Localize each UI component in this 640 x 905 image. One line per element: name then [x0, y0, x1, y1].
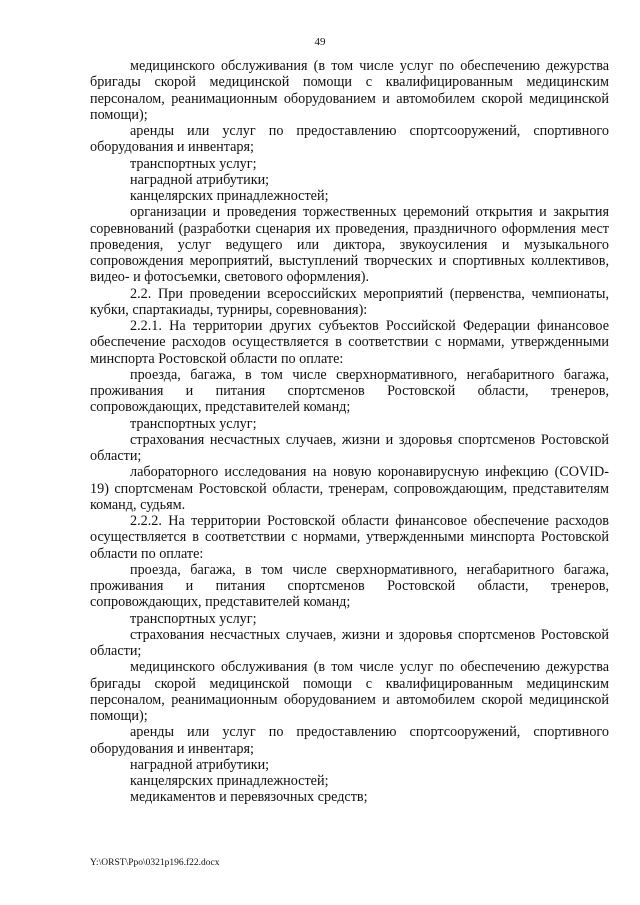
paragraph: 2.2.1. На территории других субъектов Российской Федерации финансовое обеспечение расходов осуществляется в соответствии с нормами, утвержденными минспорта Ростовской области по оплате:	[90, 318, 609, 367]
paragraph: транспортных услуг;	[130, 415, 257, 432]
paragraph: страхования несчастных случаев, жизни и здоровья спортсменов Ростовской области;	[90, 431, 609, 464]
paragraph: проезда, багажа, в том числе сверхнормативного, негабаритного багажа, проживания и питания спортсменов Ростовской области, тренеров, сопровождающих, представителей команд;	[90, 366, 609, 416]
paragraph: медицинского обслуживания (в том числе услуг по обеспечению дежурства бригады скорой медицинской помощи с квалифицированным медицинским персоналом, реанимационным оборудованием и автомобилем скорой медицинской помощи);	[90, 58, 609, 123]
paragraph: 2.2. При проведении всероссийских мероприятий (первенства, чемпионаты, кубки, спартакиады, турниры, соревнования):	[90, 285, 609, 318]
paragraph: транспортных услуг;	[130, 155, 257, 172]
paragraph: лабораторного исследования на новую коронавирусную инфекцию (COVID-19) спортсменам Ростовской области, тренерам, сопровождающим, представителям команд, судьям.	[90, 464, 609, 513]
paragraph: медицинского обслуживания (в том числе услуг по обеспечению дежурства бригады скорой медицинской помощи с квалифицированным медицинским персоналом, реанимационным оборудованием и автомобилем скорой медицинской помощи);	[90, 659, 609, 724]
paragraph: проезда, багажа, в том числе сверхнормативного, негабаритного багажа, проживания и питания спортсменов Ростовской области, тренеров, сопровождающих, представителей команд;	[90, 561, 609, 611]
page-number: 49	[314, 36, 326, 48]
paragraph: наградной атрибутики;	[130, 171, 270, 188]
paragraph: канцелярских принадлежностей;	[130, 188, 329, 204]
footer-file-path: Y:\ORST\Ppo\0321p196.f22.docx	[90, 858, 220, 868]
paragraph: аренды или услуг по предоставлению спортсооружений, спортивного оборудования и инвентаря;	[90, 123, 609, 156]
document-body	[90, 58, 609, 806]
paragraph: аренды или услуг по предоставлению спортсооружений, спортивного оборудования и инвентаря;	[90, 724, 609, 757]
paragraph: транспортных услуг;	[130, 610, 257, 627]
paragraph: наградной атрибутики;	[130, 756, 270, 773]
paragraph: страхования несчастных случаев, жизни и здоровья спортсменов Ростовской области;	[90, 626, 609, 659]
paragraph: 2.2.2. На территории Ростовской области финансовое обеспечение расходов осуществляется в соответствии с нормами, утвержденными минспорта Ростовской области по оплате:	[90, 513, 609, 562]
paragraph: канцелярских принадлежностей;	[130, 773, 329, 789]
paragraph: медикаментов и перевязочных средств;	[130, 789, 368, 806]
paragraph: организации и проведения торжественных церемоний открытия и закрытия соревнований (разработки сценария их проведения, праздничного оформления мест проведения, услуг ведущего или диктора, звукоусиления и музыкального сопровождения мероприятий, выступлений творческих и спортивных коллективов, видео- и фотосъемки, светового оформления).	[90, 204, 609, 286]
